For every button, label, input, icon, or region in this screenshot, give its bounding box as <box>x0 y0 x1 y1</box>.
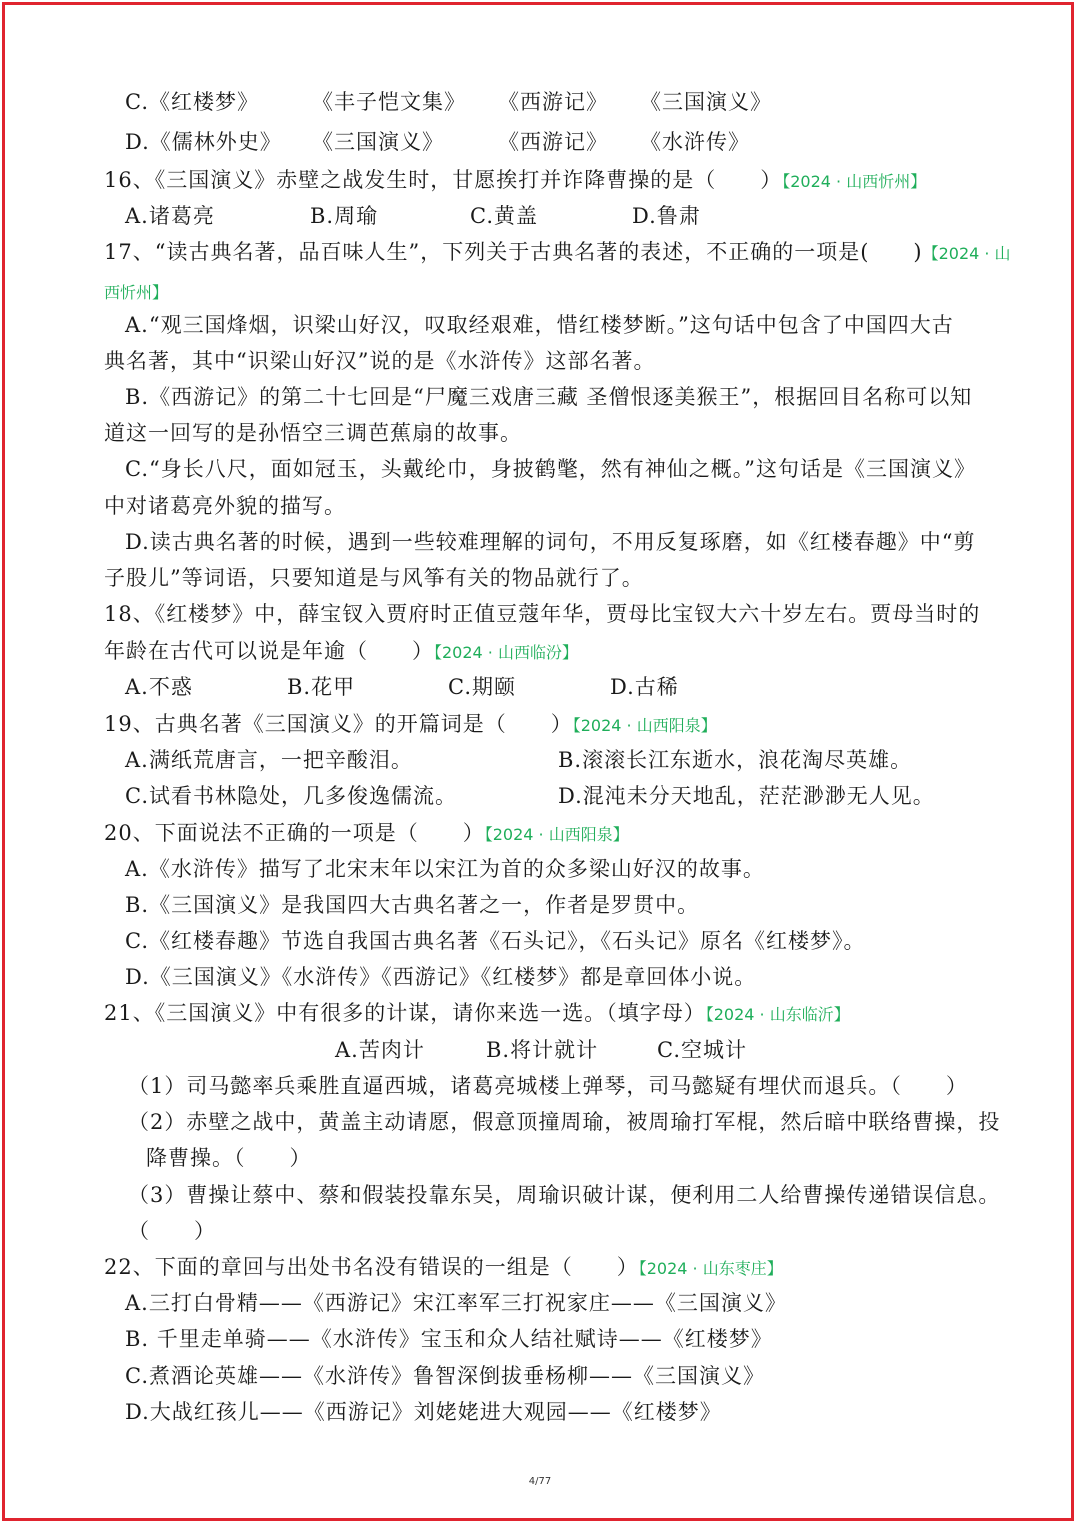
q22-source-tag: 【2024 · 山东枣庄】 <box>638 1259 783 1278</box>
q17-option-b: B.《西游记》的第二十七回是“尸魔三戏唐三藏 圣僧恨逐美猴王”，根据回目名称可以知 <box>125 385 973 409</box>
q15-option-c2: 《丰子恺文集》 <box>312 90 466 114</box>
q18-option-c: C.期颐 <box>448 675 516 699</box>
q19-option-a: A.满纸荒唐言，一把辛酸泪。 <box>125 748 413 772</box>
q16-stem: 16、《三国演义》赤壁之战发生时，甘愿挨打并诈降曹操的是（ ）【2024 · 山西忻州】 <box>104 168 927 192</box>
q20-stem: 20、下面说法不正确的一项是（ ）【2024 · 山西阳泉】 <box>104 821 629 845</box>
q21-source-tag: 【2024 · 山东临沂】 <box>705 1005 850 1024</box>
q20-option-c: C.《红楼春趣》节选自我国古典名著《石头记》，《石头记》原名《红楼梦》。 <box>125 929 866 953</box>
q22-option-d: D.大战红孩儿——《西游记》刘姥姥进大观园——《红楼梦》 <box>125 1400 722 1424</box>
q21-option-a: A.苦肉计 <box>335 1038 425 1062</box>
q18-stem: 18、《红楼梦》中，薛宝钗入贾府时正值豆蔻年华，贾母比宝钗大六十岁左右。贾母当时的 <box>104 602 981 626</box>
q16-option-d: D.鲁肃 <box>632 204 701 228</box>
q20-option-d: D.《三国演义》《水浒传》《西游记》《红楼梦》都是章回体小说。 <box>125 965 757 989</box>
q19-option-d: D.混沌未分天地乱，茫茫渺渺无人见。 <box>558 784 935 808</box>
q21-sub-3: （3）曹操让蔡中、蔡和假装投靠东吴，周瑜识破计谋，便利用二人给曹操传递错误信息。 <box>128 1183 1001 1207</box>
q19-option-c: C.试看书林隐处，几多俊逸儒流。 <box>125 784 457 808</box>
q15-option-c4: 《三国演义》 <box>640 90 772 114</box>
q17-option-a: A.“观三国烽烟，识梁山好汉，叹取经艰难，惜红楼梦断。”这句话中包含了中国四大古 <box>125 313 954 337</box>
q17-stem-cont: 西忻州】 <box>104 283 169 302</box>
q22-stem: 22、下面的章回与出处书名没有错误的一组是（ ）【2024 · 山东枣庄】 <box>104 1255 783 1279</box>
q22-option-b: B. 千里走单骑——《水浒传》宝玉和众人结社赋诗——《红楼梦》 <box>125 1327 773 1351</box>
q19-stem: 19、古典名著《三国演义》的开篇词是（ ）【2024 · 山西阳泉】 <box>104 712 717 736</box>
q22-option-a: A.三打白骨精——《西游记》宋江率军三打祝家庄——《三国演义》 <box>125 1291 787 1315</box>
page-number: 4/77 <box>528 1476 552 1487</box>
q16-option-b: B.周瑜 <box>310 204 379 228</box>
q17-option-b-cont: 道这一回写的是孙悟空三调芭蕉扇的故事。 <box>104 421 522 445</box>
q18-source-tag: 【2024 · 山西临汾】 <box>434 643 578 662</box>
q21-sub-2-cont: 降曹操。（ ） <box>146 1146 312 1170</box>
q20-option-a: A.《水浒传》描写了北宋末年以宋江为首的众多梁山好汉的故事。 <box>125 857 765 881</box>
q16-source-tag: 【2024 · 山西忻州】 <box>782 172 927 191</box>
q15-option-c3: 《西游记》 <box>498 90 608 114</box>
q15-option-d2: 《三国演义》 <box>312 130 444 154</box>
q15-option-d4: 《水浒传》 <box>640 130 750 154</box>
q17-option-d-cont: 子股儿”等词语，只要知道是与风筝有关的物品就行了。 <box>104 566 644 590</box>
q17-option-a-cont: 典名著，其中“识梁山好汉”说的是《水浒传》这部名著。 <box>104 349 656 373</box>
q17-option-c: C.“身长八尺，面如冠玉，头戴纶巾，身披鹤氅，然有神仙之概。”这句话是《三国演义》 <box>125 457 976 481</box>
q16-option-c: C.黄盖 <box>470 204 538 228</box>
q18-option-d: D.古稀 <box>610 675 679 699</box>
q18-stem-cont: 年龄在古代可以说是年逾（ ）【2024 · 山西临汾】 <box>104 639 578 663</box>
q19-option-b: B.滚滚长江东逝水，浪花淘尽英雄。 <box>558 748 913 772</box>
q20-option-b: B.《三国演义》是我国四大古典名著之一，作者是罗贯中。 <box>125 893 700 917</box>
q16-option-a: A.诸葛亮 <box>125 204 215 228</box>
q21-sub-1: （1）司马懿率兵乘胜直逼西城，诸葛亮城楼上弹琴，司马懿疑有埋伏而退兵。（ ） <box>128 1074 968 1098</box>
q18-option-a: A.不惑 <box>125 675 193 699</box>
q17-option-c-cont: 中对诸葛亮外貌的描写。 <box>104 494 346 518</box>
q21-option-b: B.将计就计 <box>486 1038 599 1062</box>
q18-option-b: B.花甲 <box>287 675 356 699</box>
q15-option-d3: 《西游记》 <box>498 130 608 154</box>
q20-source-tag: 【2024 · 山西阳泉】 <box>484 825 629 844</box>
q21-sub-2: （2）赤壁之战中，黄盖主动请愿，假意顶撞周瑜，被周瑜打军棍，然后暗中联络曹操，投 <box>128 1110 1001 1134</box>
q17-option-d: D.读古典名著的时候，遇到一些较难理解的词句，不用反复琢磨，如《红楼春趣》中“剪 <box>125 530 976 554</box>
q15-option-c1: C.《红楼梦》 <box>125 90 259 114</box>
q19-source-tag: 【2024 · 山西阳泉】 <box>572 716 717 735</box>
q17-stem: 17、“读古典名著，品百味人生”，下列关于古典名著的表述，不正确的一项是( )【2024 · 山 <box>104 240 1011 264</box>
q21-option-c: C.空城计 <box>657 1038 747 1062</box>
q17-source-tag: 【2024 · 山 <box>922 244 1011 263</box>
q22-option-c: C.煮酒论英雄——《水浒传》鲁智深倒拔垂杨柳——《三国演义》 <box>125 1364 765 1388</box>
q21-sub-3-cont: （ ） <box>128 1219 216 1243</box>
q21-stem: 21、《三国演义》中有很多的计谋，请你来选一选。（填字母）【2024 · 山东临沂】 <box>104 1001 850 1025</box>
q15-option-d1: D.《儒林外史》 <box>125 130 282 154</box>
